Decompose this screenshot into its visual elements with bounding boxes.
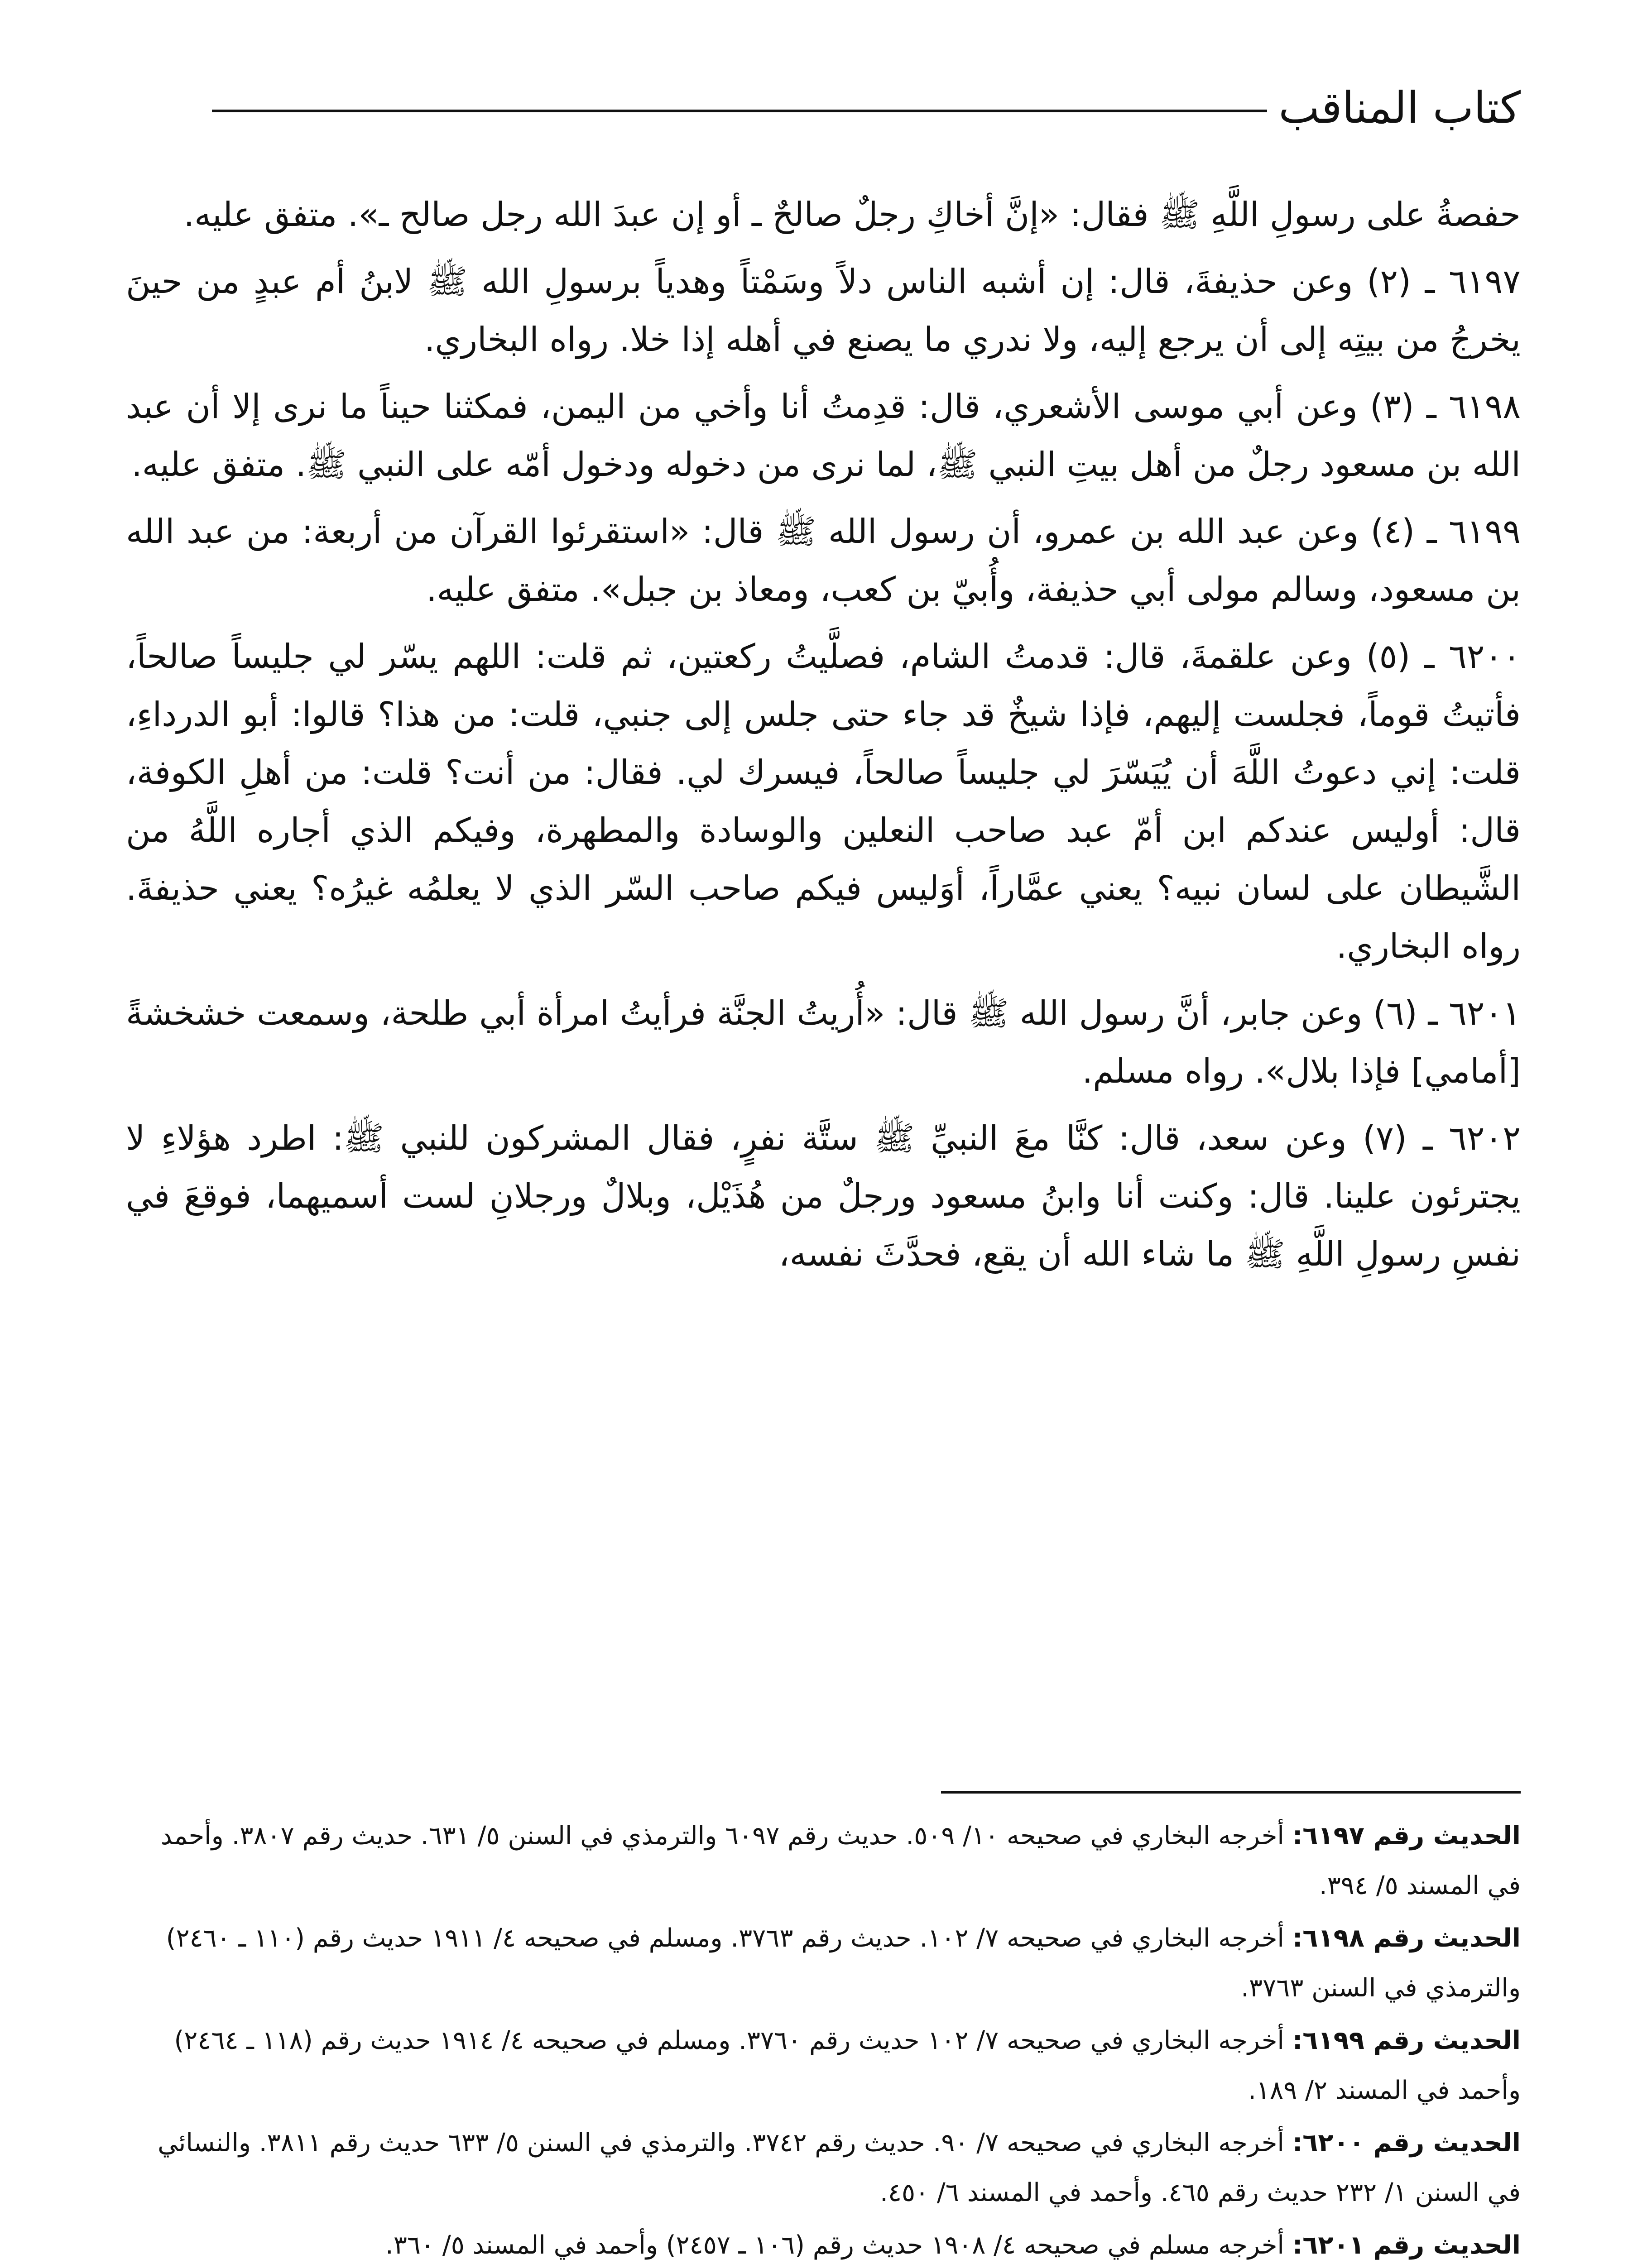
running-header [212, 77, 1521, 145]
header-title: كتاب المناقب [1278, 82, 1521, 133]
footnote-label: الحديث رقم ٦١٩٨: [1292, 1923, 1521, 1953]
footnotes [126, 1811, 1521, 2264]
footnote-label: الحديث رقم ٦١٩٩: [1292, 2026, 1521, 2055]
paragraph: ٦١٩٨ ـ (٣) وعن أبي موسى الأشعري، قال: قدِمتُ أنا وأخي من اليمن، فمكثنا حيناً ما نرى إلا أن عبد الله بن مسعود رجلٌ من أهل بيتِ النبي ﷺ، لما نرى من دخوله ودخول أمّه على النبي ﷺ. متفق عليه. [126, 387, 1521, 484]
footnote-text: أخرجه البخاري في صحيحه ٧/ ١٠٢ حديث رقم ٣٧٦٠. ومسلم في صحيحه ٤/ ١٩١٤ حديث رقم (١١٨ ـ ٢٤٦٤) وأحمد في المسند ٢/ ١٨٩. [174, 2026, 1521, 2105]
paragraph: ٦١٩٩ ـ (٤) وعن عبد الله بن عمرو، أن رسول الله ﷺ قال: «استقرئوا القرآن من أربعة: من عبد الله بن مسعود، وسالم مولى أبي حذيفة، وأُبيّ بن كعب، ومعاذ بن جبل». متفق عليه. [126, 512, 1521, 609]
footnote-text: أخرجه البخاري في صحيحه ٧/ ١٠٢. حديث رقم ٣٧٦٣. ومسلم في صحيحه ٤/ ١٩١١ حديث رقم (١١٠ ـ ٢٤٦٠) والترمذي في السنن ٣٧٦٣. [166, 1923, 1521, 2003]
paragraph: ٦٢٠١ ـ (٦) وعن جابر، أنَّ رسول الله ﷺ قال: «أُريتُ الجنَّة فرأيتُ امرأة أبي طلحة، وسمعت خشخشةً [أمامي] فإذا بلال». رواه مسلم. [126, 994, 1521, 1091]
footnote [126, 1811, 1521, 1911]
footnote-text: أخرجه البخاري في صحيحه ٧/ ٩٠. حديث رقم ٣٧٤٢. والترمذي في السنن ٥/ ٦٣٣ حديث رقم ٣٨١١. والنسائي في السنن ١/ ٢٣٢ حديث رقم ٤٦٥. وأحمد في المسند ٦/ ٤٥٠. [158, 2128, 1521, 2207]
footnote-text: أخرجه البخاري في صحيحه ١٠/ ٥٠٩. حديث رقم ٦٠٩٧ والترمذي في السنن ٥/ ٦٣١. حديث رقم ٣٨٠٧. وأحمد في المسند ٥/ ٣٩٤. [160, 1821, 1521, 1900]
paragraph: ٦٢٠٢ ـ (٧) وعن سعد، قال: كنَّا معَ النبيِّ ﷺ ستَّة نفرٍ، فقال المشركون للنبي ﷺ: اطرد هؤلاءِ لا يجترئون علينا. قال: وكنت أنا وابنُ مسعود ورجلٌ من هُذَيْل، وبلالٌ ورجلانِ لست أسميهما، فوقعَ في نفسِ رسولِ اللَّهِ ﷺ ما شاء الله أن يقع، فحدَّثَ نفسه، [126, 1119, 1521, 1274]
footnote-separator [941, 1791, 1521, 1794]
header-rule [212, 110, 1267, 112]
main-text [126, 186, 1521, 1743]
footnote-label: الحديث رقم ٦١٩٧: [1292, 1821, 1521, 1851]
footnote [126, 2118, 1521, 2218]
paragraph: ٦١٩٧ ـ (٢) وعن حذيفةَ، قال: إن أشبه الناس دلاً وسَمْتاً وهدياً برسولِ الله ﷺ لابنُ أم عبدٍ من حينَ يخرجُ من بيتِه إلى أن يرجع إليه، ولا ندري ما يصنع في أهله إذا خلا. رواه البخاري. [126, 262, 1521, 359]
footnote-label: الحديث رقم ٦٢٠١: [1292, 2230, 1521, 2260]
paragraph: ٦٢٠٠ ـ (٥) وعن علقمةَ، قال: قدمتُ الشام، فصلَّيتُ ركعتين، ثم قلت: اللهم يسّر لي جليساً صالحاً، فأتيتُ قوماً، فجلست إليهم، فإذا شيخٌ قد جاء حتى جلس إلى جنبي، قلت: من هذا؟ قالوا: أبو الدرداءِ، قلت: إني دعوتُ اللَّهَ أن يُيَسّرَ لي جليساً صالحاً، فيسرك لي. فقال: من أنت؟ قلت: من أهلِ الكوفة، قال: أوليس عندكم ابن أمّ عبد صاحب النعلين والوسادة والمطهرة، وفيكم الذي أجاره اللَّهُ من الشَّيطان على لسان نبيه؟ يعني عمَّاراً، أوَليس فيكم صاحب السّر الذي لا يعلمُه غيرُه؟ يعني حذيفةَ. رواه البخاري. [126, 637, 1521, 966]
footnote-text: أخرجه مسلم في صحيحه ٤/ ١٩٠٨ حديث رقم (١٠٦ ـ ٢٤٥٧) وأحمد في المسند ٥/ ٣٦٠. [385, 2230, 1284, 2260]
footnote [126, 2221, 1521, 2264]
footnote [126, 2016, 1521, 2115]
footnote [126, 1914, 1521, 2013]
paragraph: حفصةُ على رسولِ اللَّهِ ﷺ فقال: «إنَّ أخاكِ رجلٌ صالحٌ ـ أو إن عبدَ الله رجل صالح ـ». متفق عليه. [183, 195, 1521, 234]
footnote-label: الحديث رقم ٦٢٠٠: [1292, 2128, 1521, 2158]
